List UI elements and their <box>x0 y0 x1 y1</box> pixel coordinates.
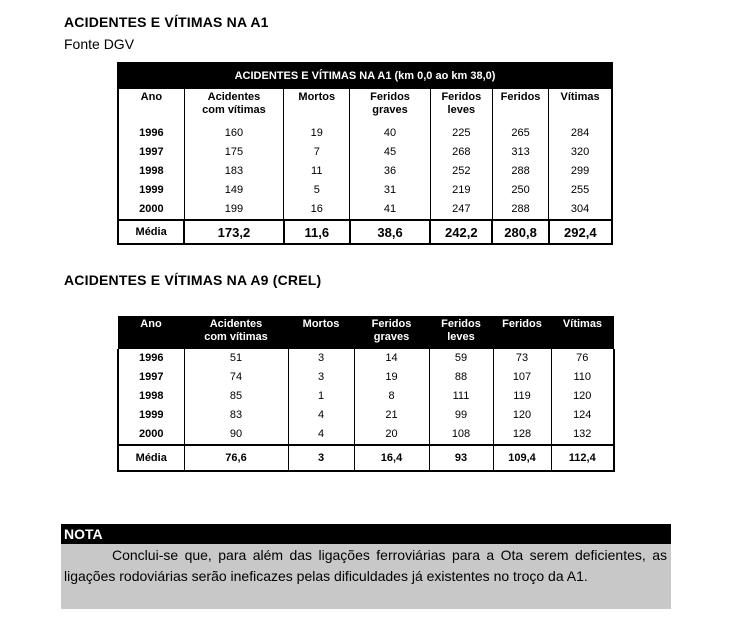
table-row <box>118 200 612 220</box>
column-header <box>284 89 350 124</box>
table-row <box>118 181 612 200</box>
column-header <box>288 316 354 349</box>
value-cell: 120 <box>493 406 551 425</box>
column-header <box>118 89 184 124</box>
value-cell: 175 <box>184 143 283 162</box>
column-header <box>184 316 288 349</box>
value-cell: 288 <box>492 162 548 181</box>
column-header-line: Feridos <box>370 91 410 103</box>
table-row <box>118 368 614 387</box>
value-cell: 160 <box>184 124 283 143</box>
header-row <box>118 89 612 124</box>
column-header-line: com vítimas <box>202 104 266 116</box>
table-caption-row <box>118 63 612 89</box>
value-cell: 76 <box>551 349 614 368</box>
source-label: Fonte DGV <box>64 36 135 52</box>
table-row <box>118 143 612 162</box>
column-header-line: Ano <box>140 318 162 330</box>
value-cell: 108 <box>429 425 493 445</box>
value-cell: 304 <box>549 200 612 220</box>
year-cell: 1997 <box>118 368 184 387</box>
value-cell: 284 <box>549 124 612 143</box>
value-cell: 36 <box>350 162 430 181</box>
table-a1-body <box>118 63 612 244</box>
value-cell: 111 <box>429 387 493 406</box>
column-header <box>429 316 493 349</box>
value-cell: 299 <box>549 162 612 181</box>
column-header-line: Vítimas <box>562 318 603 330</box>
column-header <box>118 316 184 349</box>
average-value: 3 <box>288 445 354 471</box>
column-header <box>493 316 551 349</box>
value-cell: 320 <box>549 143 612 162</box>
average-value: 109,4 <box>493 445 551 471</box>
section-title-a1: ACIDENTES E VÍTIMAS NA A1 <box>64 14 269 30</box>
year-cell: 1998 <box>139 165 164 177</box>
table-row <box>118 406 614 425</box>
value-cell: 268 <box>430 143 492 162</box>
value-cell: 14 <box>354 349 429 368</box>
average-value: 16,4 <box>354 445 429 471</box>
table-row <box>118 162 612 181</box>
note-text: Conclui-se que, para além das ligações ferroviárias para a Ota serem deficientes, as ligações rodoviárias serão ineficazes pelas dificuldades já existentes no troço da A1. <box>64 547 667 584</box>
value-cell: 20 <box>354 425 429 445</box>
table-row <box>118 425 614 445</box>
value-cell: 313 <box>492 143 548 162</box>
value-cell: 252 <box>430 162 492 181</box>
value-cell: 199 <box>184 200 283 220</box>
average-value: 38,6 <box>350 220 430 244</box>
year-cell: 1996 <box>118 349 184 368</box>
column-header-line: Acidentes <box>209 318 263 330</box>
column-header-line: graves <box>372 104 408 116</box>
year-cell: 2000 <box>118 425 184 445</box>
value-cell: 128 <box>493 425 551 445</box>
value-cell: 88 <box>429 368 493 387</box>
column-header <box>350 89 430 124</box>
year-cell: 1997 <box>139 146 164 158</box>
value-cell: 99 <box>429 406 493 425</box>
column-header-line: Feridos <box>500 91 541 103</box>
value-cell: 5 <box>284 181 350 200</box>
value-cell: 21 <box>354 406 429 425</box>
average-label: Média <box>118 445 184 471</box>
value-cell: 225 <box>430 124 492 143</box>
column-header-line: Feridos <box>502 318 542 330</box>
value-cell: 3 <box>288 349 354 368</box>
column-header-line: Feridos <box>371 318 412 330</box>
value-cell: 4 <box>288 425 354 445</box>
value-cell: 73 <box>493 349 551 368</box>
column-header <box>492 89 548 124</box>
table-caption: ACIDENTES E VÍTIMAS NA A1 (km 0,0 ao km 38,0) <box>118 63 612 89</box>
column-header-line: Acidentes <box>207 91 261 103</box>
value-cell: 265 <box>492 124 548 143</box>
value-cell: 7 <box>284 143 350 162</box>
average-value: 173,2 <box>184 220 283 244</box>
value-cell: 40 <box>350 124 430 143</box>
note-body <box>61 544 671 609</box>
value-cell: 31 <box>350 181 430 200</box>
value-cell: 51 <box>184 349 288 368</box>
table-row <box>118 124 612 143</box>
value-cell: 119 <box>493 387 551 406</box>
year-cell: 2000 <box>139 203 164 215</box>
column-header-line: leves <box>447 104 476 116</box>
average-row <box>118 445 614 471</box>
column-header <box>184 89 283 124</box>
value-cell: 110 <box>551 368 614 387</box>
value-cell: 149 <box>184 181 283 200</box>
value-cell: 250 <box>492 181 548 200</box>
value-cell: 59 <box>429 349 493 368</box>
value-cell: 74 <box>184 368 288 387</box>
year-cell: 1999 <box>118 406 184 425</box>
section-title-a9: ACIDENTES E VÍTIMAS NA A9 (CREL) <box>64 272 322 288</box>
year-cell: 1999 <box>139 184 164 196</box>
column-header-line: Vítimas <box>560 91 600 103</box>
value-cell: 288 <box>492 200 548 220</box>
value-cell: 183 <box>184 162 283 181</box>
value-cell: 255 <box>549 181 612 200</box>
column-header-line: com vítimas <box>204 331 268 343</box>
average-value: 11,6 <box>284 220 350 244</box>
value-cell: 3 <box>288 368 354 387</box>
value-cell: 19 <box>284 124 350 143</box>
value-cell: 41 <box>350 200 430 220</box>
value-cell: 132 <box>551 425 614 445</box>
average-row <box>118 220 612 244</box>
value-cell: 107 <box>493 368 551 387</box>
column-header <box>551 316 614 349</box>
average-value: 76,6 <box>184 445 288 471</box>
average-value: 292,4 <box>549 220 612 244</box>
average-label: Média <box>118 220 184 244</box>
column-header-line: Feridos <box>441 91 482 103</box>
value-cell: 90 <box>184 425 288 445</box>
year-cell: 1998 <box>118 387 184 406</box>
value-cell: 4 <box>288 406 354 425</box>
column-header-line: leves <box>447 331 475 343</box>
table-row <box>118 349 614 368</box>
table-a1 <box>117 62 613 245</box>
value-cell: 83 <box>184 406 288 425</box>
column-header <box>430 89 492 124</box>
value-cell: 120 <box>551 387 614 406</box>
average-value: 93 <box>429 445 493 471</box>
value-cell: 16 <box>284 200 350 220</box>
column-header <box>549 89 612 124</box>
value-cell: 8 <box>354 387 429 406</box>
value-cell: 219 <box>430 181 492 200</box>
column-header <box>354 316 429 349</box>
table-a9 <box>117 316 615 472</box>
value-cell: 45 <box>350 143 430 162</box>
value-cell: 247 <box>430 200 492 220</box>
average-value: 242,2 <box>430 220 492 244</box>
value-cell: 11 <box>284 162 350 181</box>
average-value: 280,8 <box>492 220 548 244</box>
table-row <box>118 387 614 406</box>
header-row <box>118 316 614 349</box>
value-cell: 85 <box>184 387 288 406</box>
column-header-line: Mortos <box>298 91 336 103</box>
column-header-line: Mortos <box>302 318 340 330</box>
value-cell: 124 <box>551 406 614 425</box>
value-cell: 19 <box>354 368 429 387</box>
table-a9-body <box>118 316 614 471</box>
column-header-line: graves <box>373 331 410 343</box>
value-cell: 1 <box>288 387 354 406</box>
column-header-line: Ano <box>140 91 163 103</box>
column-header-line: Feridos <box>441 318 481 330</box>
average-value: 112,4 <box>551 445 614 471</box>
year-cell: 1996 <box>139 127 164 139</box>
note-heading: NOTA <box>61 524 671 544</box>
